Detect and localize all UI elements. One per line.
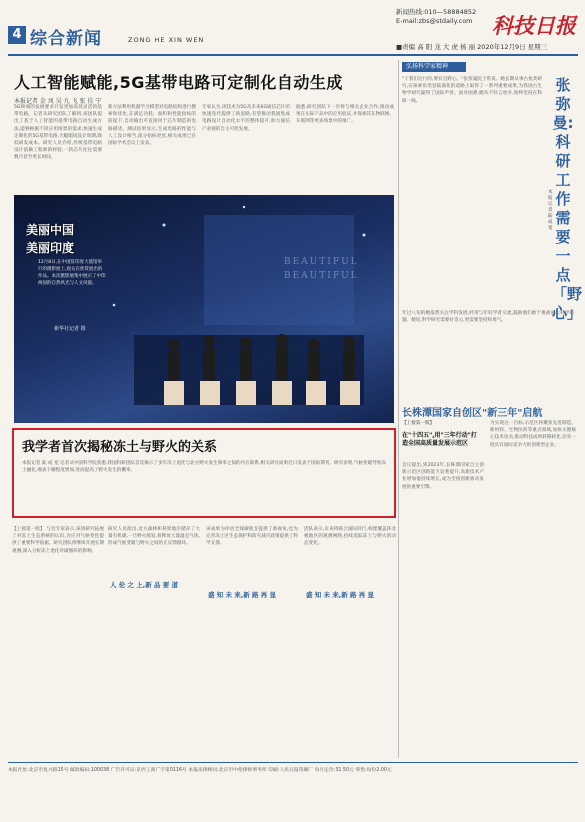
masthead-rule	[8, 54, 578, 56]
section-pinyin: ZONG HE XIN WEN	[128, 36, 205, 44]
main-byline: 本报记者 金 凤 吴 九 飞 张 佳 宁	[14, 98, 102, 105]
main-text-col4: 据悉,研究团队下一步将与相关企业合作,推动成果在实际产品中的应用验证,并探索其在物联网、车联网等更多场景中的推广。	[296, 105, 394, 125]
lower-text-col3: 该成果为评估全球碳收支提供了新视角,也为完善冻土区生态保护和防灾减灾政策提供了科学支撑。	[206, 527, 298, 547]
profile-text-1: "干我们这行的,要有点野心。"张弥曼院士常说。她长期从事古鱼类研究,在探索鱼类登陆演化的道路上取得了一系列重要成果,为我国古生物学研究赢得了国际声誉。面对困难,她从不轻言放弃,始终坚持在科研一线。	[402, 77, 542, 104]
right-headline-2: 长株潭国家自创区"新三年"启航	[402, 408, 543, 419]
news-photo	[14, 195, 394, 423]
right-subhead: 在"十四五",用"三年行动"打造全国高质量发展示范区	[402, 432, 477, 447]
photo-title	[26, 221, 74, 257]
email: E-mail:zbs@stdaily.com	[396, 17, 473, 25]
column-divider	[398, 60, 399, 758]
newspaper-logo: 科技日报	[492, 13, 576, 38]
lower-text-col2: 研究人员指出,北方森林和苔原地区储存了大量有机碳,一旦野火频发,将释放大量温室气体,形成气候变暖与野火之间的正反馈循环。	[108, 527, 200, 547]
lower-text-col4: 团队表示,未来将联合国际同行,构建覆盖环北极地区的观测网络,持续追踪冻土与野火的动态变化。	[304, 527, 396, 547]
page-number: 4	[8, 26, 26, 44]
section-title: 综合新闻	[30, 29, 102, 49]
main-text-col2: 新方法利用机器学习模型对电路结构进行搜索和优化,在满足功耗、面积和性能指标的前提下,自动输出可直接用于芯片制造的电路描述。测试结果显示,生成电路的性能与人工设计相当,部分指标更优,相关成果已在国际学术会议上发表。	[108, 105, 196, 147]
continued-label: 【上接第一版】	[402, 421, 435, 426]
main-headline: 人工智能赋能,5G基带电路可定制化自动生成	[14, 73, 343, 92]
backdrop-text: BEAUTIFUL BEAUTIFUL	[284, 257, 359, 281]
photo-title-line1: 美丽中国	[26, 223, 75, 237]
lower-text-col1: 【上接第一版】 与会专家表示,该项研究拓展了对冻土生态系统的认识,为应对气候变化提供了重要科学依据。研究团队将继续开展长期观测,深入分析冻土退化对碳循环的影响。	[12, 527, 104, 554]
edition-meta: ■责编 高 阳 龙 大 虎 杨 丽 2020年12月9日 星期三	[396, 43, 548, 51]
right-text-col2: 为实现这一目标,示范区将聚焦先进制造、新材料、生物医药等重点领域,加快关键核心技术攻关,推动科技成果转移转化,培育一批具有国际竞争力的创新型企业。	[490, 421, 576, 448]
main-text-col3: 专家认为,该技术为5G及未来6G通信芯片的快速迭代提供了新思路,有望推动我国集成电路设计自动化水平的整体提升,助力通信产业链的自主可控发展。	[202, 105, 290, 132]
column-tag: 弘扬科学家精神	[402, 62, 466, 72]
profile-text-2: 年过八旬的她依然关注学科发展,经常与年轻学者交流,鼓励他们敢于挑战重大科学问题。她说,科学研究需要好奇心,更需要坚持和勇气。	[402, 311, 574, 324]
lower-subhead-3: 盛 知 未 来,新 路 再 显	[306, 591, 375, 599]
profile-byline: 本报记者 陆成宽	[548, 190, 553, 231]
photo-title-line2: 美丽印度	[26, 241, 75, 255]
feature-article-box	[12, 428, 396, 518]
right-text-col1: 会议提出,到2023年,长株潭国家自主创新示范区创新能力显著提升,高新技术产业增加值持续增长,成为全国创新驱动发展的重要引擎。	[402, 463, 484, 490]
contact-info	[396, 8, 476, 26]
main-text-col1: 5G终端的发展要求开发更加高效灵活的基带电路。记者从研究团队了解到,该团队提出了基于人工智能的基带电路自动生成方法,能够根据不同应用场景的需求,快速生成定制化的5G基带电路,大幅缩短设计周期,降低研发成本。研究人员介绍,传统基带电路设计依赖工程师的经验,一款芯片往往需要数月甚至更长时间。	[14, 105, 102, 161]
feature-text: 本报记者 陆 成 宽 记者从中国科学院获悉,我国科研团队首次揭示了多年冻土退化与北方野火发生频率之间的内在联系,相关研究成果近日发表于国际期刊。研究表明,气候变暖导致冻土融化,地表干燥程度增加,进而提高了野火发生的概率。	[22, 461, 386, 474]
photo-caption: 12月8日,在中国驻印度大使馆举行的摄影展上,观众在欣赏展出的作品。本次摄影展集中展示了中印两国的自然风光与人文风貌。	[38, 260, 106, 286]
footer-rule	[8, 762, 578, 763]
profile-headline: 张弥曼:科研工作需要一点「野心」	[552, 76, 583, 322]
feature-headline: 我学者首次揭秘冻土与野火的关系	[22, 440, 218, 455]
hotline: 新闻热线:010—58884852	[396, 8, 477, 16]
page-footer: 本报社址:北京市复兴路15号 邮政编码:100038 广告许可证:京西工商广字第0116号 本报法律顾问:北京市中伦律师事务所 印刷:人民日报印刷厂 每月定价:31.50元 零售:每份2.00元	[8, 768, 392, 773]
lower-subhead-1: 人 伦 之 上,新 品 要 道	[110, 581, 179, 589]
lower-subhead-2: 盛 知 未 来,新 路 再 显	[208, 591, 277, 599]
photo-credit: 新华社记者 摄	[54, 326, 86, 332]
